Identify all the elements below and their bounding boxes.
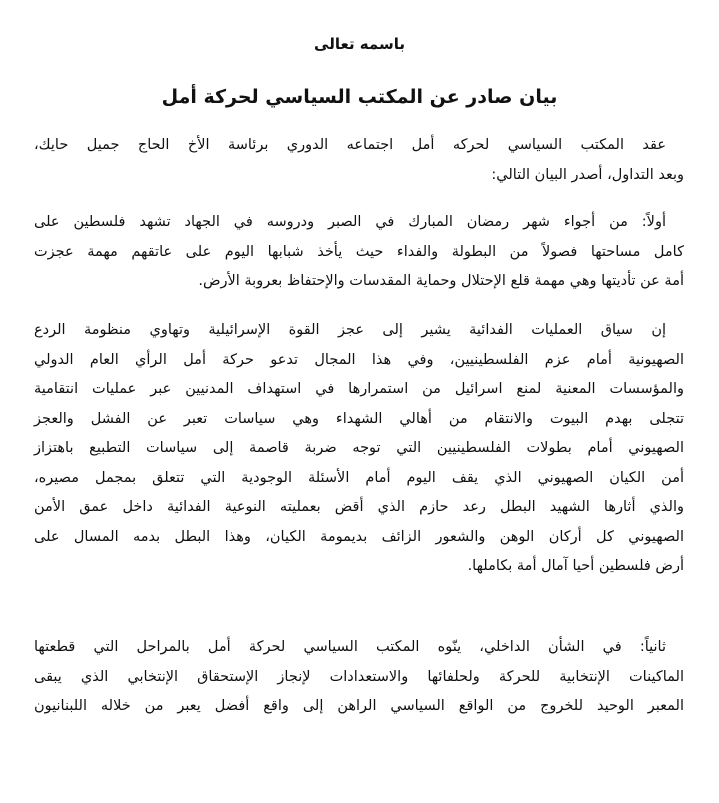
paragraph-line: والمؤسسات المعنية لمنع اسرائيل من استمرارها في استهداف المدنيين عبر عمليات انتقامية	[34, 381, 684, 397]
paragraph-operations	[34, 316, 684, 582]
paragraph-line: إن سياق العمليات الفدائية يشير إلى عجز القوة الإسرائيلية وتهاوي منظومة الردع	[34, 322, 666, 338]
statement-title: بيان صادر عن المكتب السياسي لحركة أمل	[161, 86, 558, 108]
paragraph-line: عقد المكتب السياسي لحركه أمل اجتماعه الدوري برئاسة الأخ الحاج جميل حايك،	[34, 137, 666, 153]
basmala-heading: باسمه تعالى	[314, 35, 405, 53]
paragraph-line: الصهيوني أمام بطولات الفلسطينيين التي توجه ضربة قاصمة إلى سياسات التطبيع باهتزاز	[34, 440, 684, 456]
paragraph-line: المعبر الوحيد للخروج من الواقع السياسي الراهن إلى واقع أفضل يعبر من خلاله اللبنانيون	[34, 698, 684, 714]
paragraph-first	[34, 208, 684, 297]
paragraph-line: تتجلى بهدم البيوت والانتقام من أهالي الشهداء وهي سياسات تعبر عن الفشل والعجز	[34, 410, 684, 427]
paragraph-line: الماكينات الإنتخابية للحركة ولحلفائها والاستعدادات لإنجاز الإستحقاق الإنتخابي الذي يبقى	[34, 668, 684, 685]
paragraph-line: أمن الكيان الصهيوني الذي يقف اليوم أمام الأسئلة الوجودية التي تتعلق بمجمل مصيره،	[34, 469, 684, 486]
paragraph-line: أرض فلسطين أحيا آمال أمة بكاملها.	[467, 558, 684, 574]
paragraph-line: كامل مساحتها فصولاً من البطولة والفداء حيث يأخذ شبابها اليوم على عاتقهم مهمة عجزت	[34, 243, 684, 260]
paragraph-line: ثانياً: في الشأن الداخلي، ينّوه المكتب السياسي لحركة أمل بالمراحل التي قطعتها	[34, 639, 666, 655]
paragraph-intro	[34, 131, 684, 190]
paragraph-line: والذي أثارها الشهيد البطل رعد حازم الذي أقض بعمليته النوعية الفدائية داخل عمق الأمن	[34, 499, 684, 515]
paragraph-line: أولاً: من أجواء شهر رمضان المبارك في الصبر ودروسه في الجهاد تشهد فلسطين على	[34, 214, 666, 230]
paragraph-line: الصهيونية أمام عزم الفلسطينيين، وفي هذا المجال تدعو حركة أمل الرأي العام الدولي	[34, 351, 684, 368]
paragraph-line: الصهيوني كل أركان الوهن والشعور الزائف بديمومة الكيان، وهذا البطل بدمه المسال على	[34, 528, 684, 545]
paragraph-line: وبعد التداول، أصدر البيان التالي:	[491, 166, 684, 183]
paragraph-line: أمة عن تأديتها وهي مهمة قلع الإحتلال وحماية المقدسات والإحتفاظ بعروبة الأرض.	[198, 273, 684, 289]
paragraph-second	[34, 633, 684, 722]
